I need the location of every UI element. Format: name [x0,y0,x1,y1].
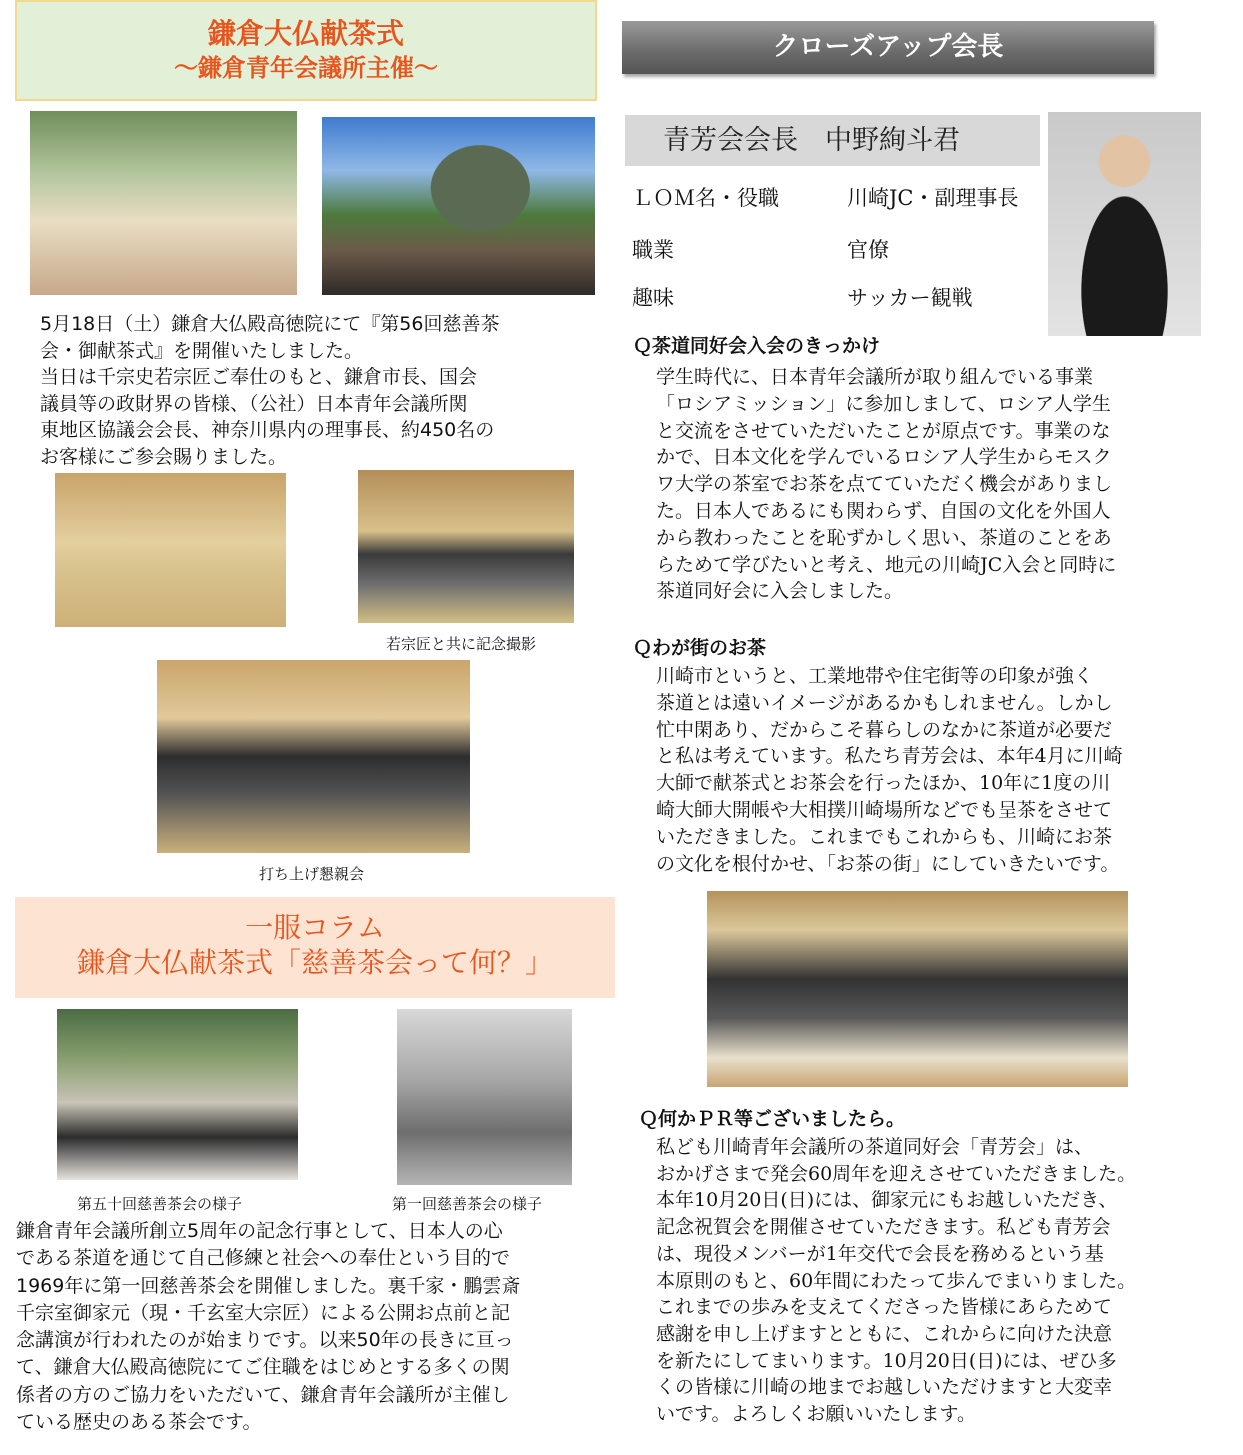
q3-text: 私ども川崎青年会議所の茶道同好会「青芳会」は、 おかげさまで発会60周年を迎えさせていただきました。 本年10月20日(日)には、御家元にもお越しいただき、 記念祝賀会を開催させていただきます。私ども青芳会 は、現役メンバーが1年交代で会長を務めるという基 本原則のもと、60年間にわたって歩んでまいりました。 これまでの歩みを支えてくださった皆様にあらためて 感謝を申し上げますとともに、これからに向けた決意 を新たにしてまいります。10月20日(日)には、ぜひ多 くの皆様に川崎の地までお越しいただけますと大変幸 いです。よろしくお願いいたします。 [656,1136,1137,1426]
column-subtitle: 鎌倉大仏献茶式「慈善茶会って何？」 [76,946,553,979]
tea-ceremony-photo [30,111,297,295]
column-title: 一服コラム [245,911,385,944]
chairman-name-bar: 青芳会会長 中野絢斗君 [625,115,1040,166]
q2-text: 川崎市というと、工業地帯や住宅街等の印象が強く 茶道とは遠いイメージがあるかもしれません。しかし 忙中閑あり、だからこそ暮らしのなかに茶道が必要だ と私は考えています。私たち青芳会は、本年4月に川崎 大師で献茶式とお茶会を行ったほか、10年に1度の川 崎大師大開帳や大相撲川崎場所などでも呈茶をさせて いただきました。これまでもこれからも、川崎にお茶 の文化を根付かせ、「お茶の街」にしていきたいです。 [656,665,1123,875]
first-tea-party-photo [397,1009,572,1185]
first-caption: 第一回慈善茶会の様子 [392,1195,543,1213]
group-commemorative-photo [358,470,574,623]
profile-value: 川崎JC・副理事長 [847,186,1019,210]
profile-row: 職業 [632,238,674,262]
fiftieth-caption: 第五十回慈善茶会の様子 [77,1195,243,1213]
party-photo-caption: 打ち上げ懇親会 [259,865,365,883]
seihokai-members-photo [707,891,1128,1087]
column-title-box [15,897,615,998]
column-text: 鎌倉青年会議所創立5周年の記念行事として、日本人の心 である茶道を通じて自己修練と社会への奉仕という目的で 1969年に第一回慈善茶会を開催しました。裏千家・鵬雲斎 千宗室御家元（現・千玄室大宗匠）による公開お点前と記 念講演が行われたのが始まりです。以来50年の長きに亘っ て、鎌倉大仏殿高徳院にてご住職をはじめとする多くの関 係者の方のご協力をいただいて、鎌倉青年会議所が主催し ている歴史のある茶会です。 [16,1220,521,1434]
q1-text: 学生時代に、日本青年会議所が取り組んでいる事業 「ロシアミッション」に参加しまして、ロシア人学生 と交流をさせていただいたことが原点です。事業のな かで、日本文化を学んでいるロシア人学生からモスク ワ大学の茶室でお茶を点てていただく機会がありまし た。日本人であるにも関わらず、自国の文化を外国人 から教わったことを恥ずかしく思い、茶道のことをあ らためて学びたいと考え、地元の川崎JC入会と同時に 茶道同好会に入会しました。 [656,366,1117,603]
profile-row: 趣味 [632,286,674,310]
event-report-text: 5月18日（土）鎌倉大仏殿高徳院にて『第56回慈善茶 会・御献茶式』を開催いたしました。 当日は千宗史若宗匠ご奉仕のもと、鎌倉市長、国会 議員等の政財界の皆様、（公社）日本青年会議所関 東地区協議会会長、神奈川県内の理事長、約450名の お客様にご参会賜りました。 [40,313,500,468]
event-title-box [15,0,597,101]
chairman-portrait [1048,112,1201,336]
group-photo-caption: 若宗匠と共に記念撮影 [386,635,537,653]
event-subtitle: ～鎌倉青年会議所主催～ [174,54,438,82]
profile-value: サッカー観戦 [847,286,973,310]
profile-value: 官僚 [847,238,889,262]
fiftieth-tea-party-photo [57,1009,298,1180]
great-buddha-photo [322,117,595,295]
tea-room-photo [55,473,286,627]
party-photo [157,660,470,853]
profile-row: ＬＯＭ名・役職 [632,186,779,210]
event-title: 鎌倉大仏献茶式 [207,17,404,50]
q3-heading: Ｑ何かＰＲ等ございましたら。 [639,1108,906,1130]
q1-heading: Ｑ茶道同好会入会のきっかけ [633,335,881,357]
q2-heading: Ｑわが街のお茶 [633,637,767,659]
closeup-header: クローズアップ会長 [622,21,1154,74]
